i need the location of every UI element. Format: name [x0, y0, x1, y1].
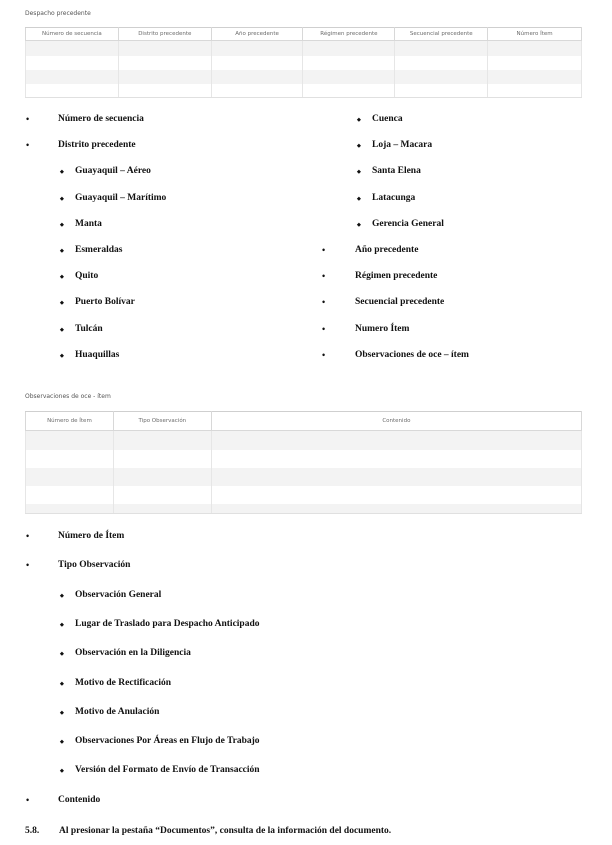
column-header-numero-item[interactable]: Número de Ítem	[26, 412, 114, 431]
bullet-icon: •	[322, 245, 326, 255]
bullet-icon: •	[322, 271, 326, 282]
bullet-icon: •	[26, 140, 30, 151]
sub-bullet-icon: ◆	[60, 196, 64, 202]
list-item-label: Cuenca	[372, 114, 403, 124]
bullet-icon: •	[26, 114, 30, 124]
bullet-icon: •	[26, 794, 30, 805]
list-item-label: Motivo de Anulación	[75, 706, 160, 717]
sub-bullet-icon: ◆	[357, 170, 361, 176]
list-item-label: Santa Elena	[372, 166, 421, 177]
list-item-label: Tulcán	[75, 323, 103, 334]
list-item-label: Distrito precedente	[58, 140, 136, 151]
bullet-icon: •	[26, 560, 30, 571]
column-header-numero-secuencia[interactable]: Número de secuencia	[26, 28, 119, 41]
sub-bullet-icon: ◆	[60, 249, 64, 254]
table-row	[26, 468, 582, 486]
list-item-label: Contenido	[58, 794, 101, 805]
list-item-label: Número de secuencia	[58, 114, 144, 124]
sub-bullet-icon: ◆	[60, 327, 64, 333]
sub-bullet-icon: ◆	[357, 196, 361, 202]
table-header-row	[26, 412, 582, 431]
list-item-label: Año precedente	[355, 245, 419, 255]
table-row	[26, 56, 582, 70]
sub-bullet-icon: ◆	[60, 740, 64, 746]
list-item-label: Lugar de Traslado para Despacho Anticipado	[75, 618, 260, 629]
column-header-ano-precedente[interactable]: Año precedente	[211, 28, 303, 41]
sub-bullet-icon: ◆	[60, 710, 64, 716]
list-item-label: Tipo Observación	[58, 560, 131, 571]
table-row	[26, 41, 582, 56]
table-header-row	[26, 28, 582, 41]
table-row	[26, 431, 582, 450]
list-item-label: Esmeraldas	[75, 245, 123, 255]
list-item-label: Observaciones Por Áreas en Flujo de Trabajo	[75, 736, 260, 747]
bullet-icon: •	[322, 297, 326, 308]
column-header-secuencial-precedente[interactable]: Secuencial precedente	[395, 28, 488, 41]
observaciones-section-title: Observaciones de oce - ítem	[25, 393, 111, 400]
list-item-label: Número de Ítem	[58, 531, 125, 541]
sub-bullet-icon: ◆	[357, 118, 361, 123]
sub-bullet-icon: ◆	[60, 275, 64, 281]
list-item-label: Manta	[75, 218, 102, 229]
section-text: Al presionar la pestaña “Documentos”, consulta de la información del documento.	[59, 826, 392, 836]
column-header-distrito-precedente[interactable]: Distrito precedente	[118, 28, 211, 41]
bullet-icon: •	[322, 323, 326, 334]
table-row	[26, 504, 582, 514]
table-row	[26, 486, 582, 504]
list-item-label: Observación General	[75, 589, 162, 600]
list-item-label: Régimen precedente	[355, 271, 438, 282]
sub-bullet-icon: ◆	[357, 144, 361, 150]
sub-bullet-icon: ◆	[60, 301, 64, 307]
table-row	[26, 450, 582, 468]
column-header-contenido[interactable]: Contenido	[211, 412, 581, 431]
sub-bullet-icon: ◆	[60, 622, 64, 628]
bullet-icon: •	[322, 349, 326, 360]
list-item-label: Motivo de Rectificación	[75, 677, 172, 688]
observaciones-table	[25, 411, 582, 514]
list-item-label: Observaciones de oce – ítem	[355, 349, 469, 360]
list-item-label: Guayaquil – Aéreo	[75, 166, 151, 177]
table-row	[26, 84, 582, 98]
despacho-section-title: Despacho precedente	[25, 10, 91, 17]
sub-bullet-icon: ◆	[60, 170, 64, 176]
list-item-label: Latacunga	[372, 192, 416, 203]
list-item-label: Gerencia General	[372, 218, 444, 229]
sub-bullet-icon: ◆	[357, 222, 361, 228]
bullet-icon: •	[26, 531, 30, 541]
list-item-label: Secuencial precedente	[355, 297, 445, 308]
sub-bullet-icon: ◆	[60, 769, 64, 775]
despacho-precedente-table	[25, 27, 582, 98]
list-item-label: Huaquillas	[75, 349, 120, 360]
list-item-label: Loja – Macara	[372, 140, 433, 151]
section-paragraph	[25, 826, 391, 836]
list-item-label: Puerto Bolívar	[75, 297, 135, 308]
column-header-regimen-precedente[interactable]: Régimen precedente	[303, 28, 395, 41]
sub-bullet-icon: ◆	[60, 222, 64, 228]
sub-bullet-icon: ◆	[60, 353, 64, 359]
list-item-label: Numero Ítem	[355, 323, 410, 334]
list-item-label: Guayaquil – Marítimo	[75, 192, 167, 203]
section-number: 5.8.	[25, 826, 40, 836]
list-item-label: Observación en la Diligencia	[75, 648, 191, 659]
list-item-label: Quito	[75, 271, 99, 282]
sub-bullet-icon: ◆	[60, 593, 64, 599]
column-header-numero-item[interactable]: Número Ítem	[488, 28, 582, 41]
sub-bullet-icon: ◆	[60, 652, 64, 658]
sub-bullet-icon: ◆	[60, 681, 64, 687]
column-header-tipo-observacion[interactable]: Tipo Observación	[113, 412, 211, 431]
list-item-label: Versión del Formato de Envío de Transacción	[75, 765, 260, 776]
table-row	[26, 70, 582, 84]
